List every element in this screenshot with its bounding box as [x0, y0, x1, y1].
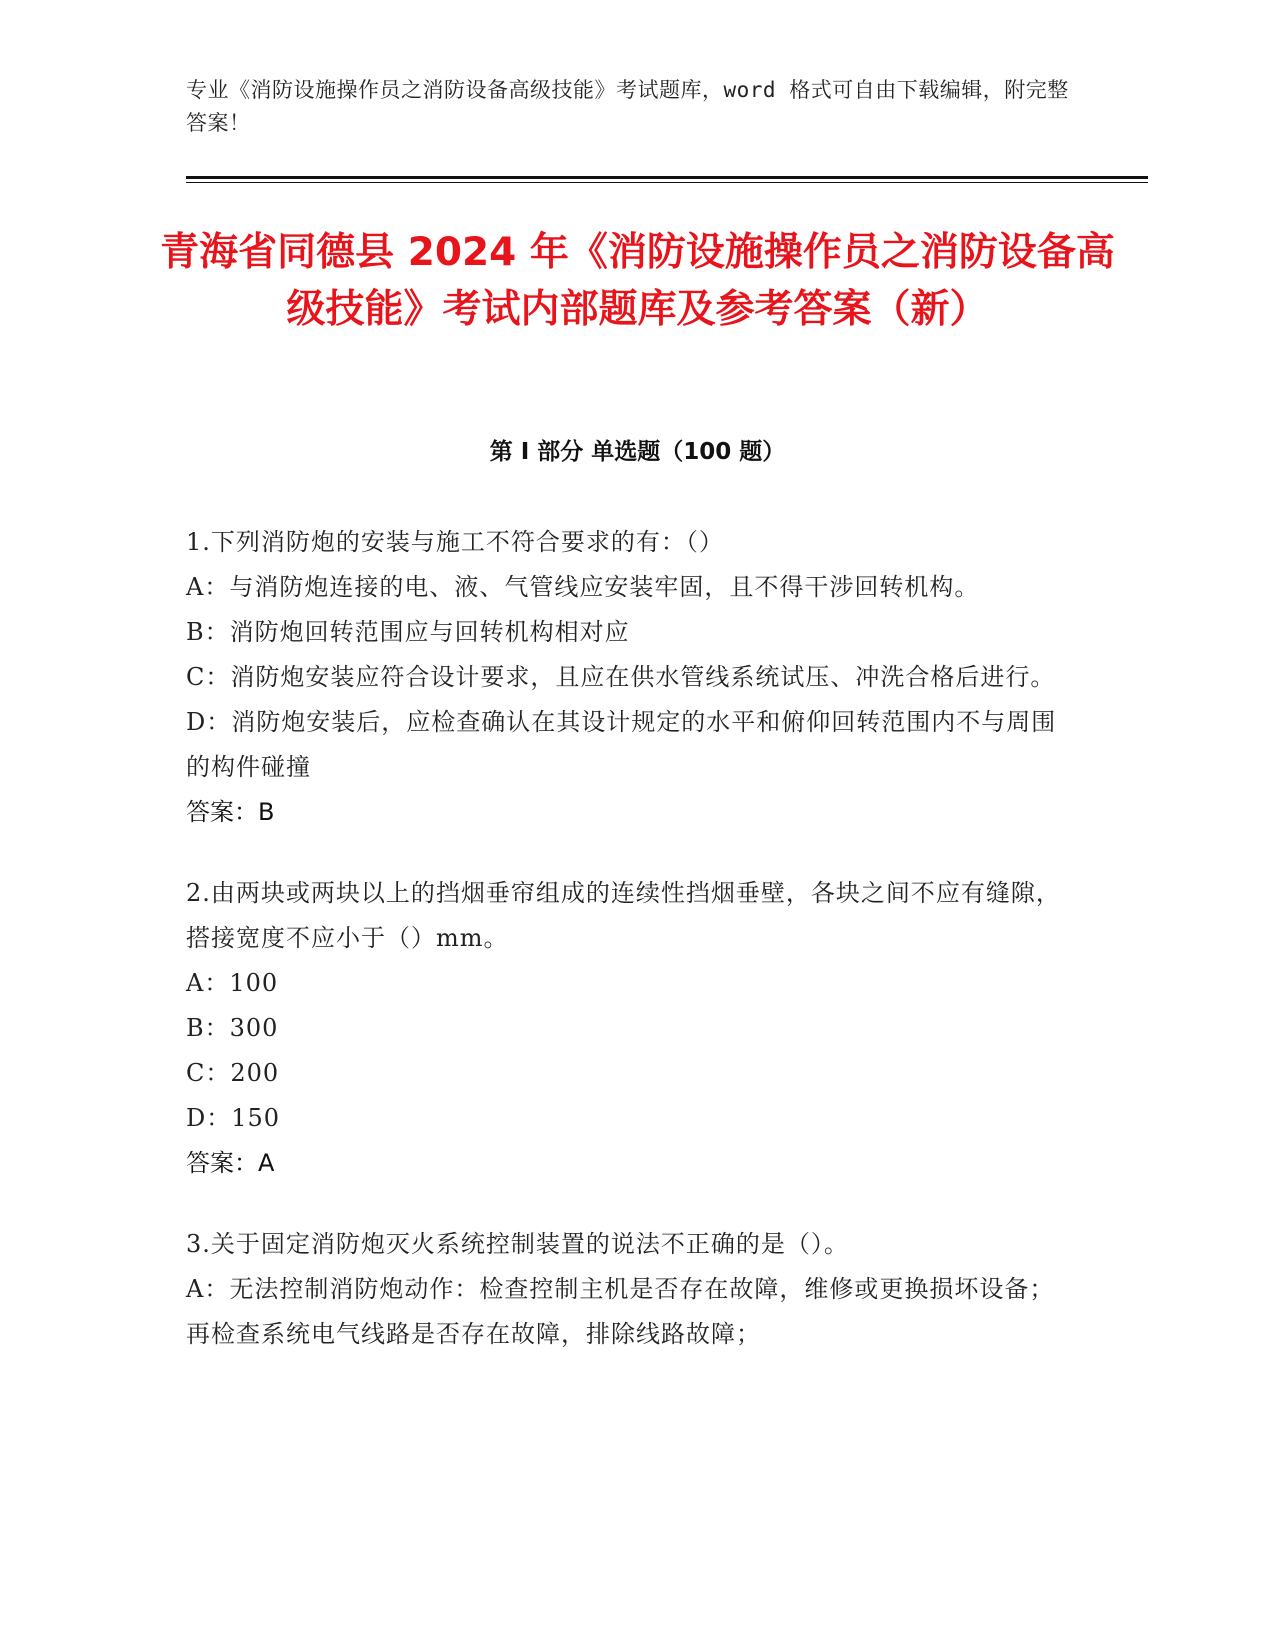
- document-title: 青海省同德县 2024 年《消防设施操作员之消防设备高级技能》考试内部题库及参考答案（新）: [160, 230, 1115, 332]
- option-d: D：150: [186, 1104, 281, 1132]
- option-b: B：300: [186, 1014, 279, 1042]
- header-rule-thin: [186, 182, 1148, 183]
- option-c: C：消防炮安装应符合设计要求，且应在供水管线系统试压、冲洗合格后进行。: [186, 663, 1056, 691]
- option-c: C：200: [186, 1059, 280, 1087]
- section-title: 第 I 部分 单选题（100 题）: [489, 439, 786, 465]
- header-rule-thick: [186, 176, 1148, 179]
- option-a: A：与消防炮连接的电、液、气管线应安装牢固，且不得干涉回转机构。: [186, 573, 980, 601]
- question-1: [186, 520, 1076, 835]
- option-b: B：消防炮回转范围应与回转机构相对应: [186, 618, 630, 646]
- question-stem: 1.下列消防炮的安装与施工不符合要求的有：（）: [186, 528, 724, 556]
- question-list: [186, 520, 1076, 1393]
- answer: 答案：B: [186, 798, 275, 826]
- option-a: A：100: [186, 969, 279, 997]
- question-3: [186, 1222, 1076, 1357]
- question-stem: 2.由两块或两块以上的挡烟垂帘组成的连续性挡烟垂壁，各块之间不应有缝隙，搭接宽度不应小于（）mm。: [186, 879, 1061, 952]
- option-d: D：消防炮安装后，应检查确认在其设计规定的水平和俯仰回转范围内不与周围的构件碰撞: [186, 708, 1057, 781]
- answer: 答案：A: [186, 1149, 275, 1177]
- option-a: A：无法控制消防炮动作：检查控制主机是否存在故障，维修或更换损坏设备；再检查系统电气线路是否存在故障，排除线路故障；: [186, 1275, 1055, 1348]
- question-stem: 3.关于固定消防炮灭火系统控制装置的说法不正确的是（）。: [186, 1230, 849, 1258]
- header-note: 专业《消防设施操作员之消防设备高级技能》考试题库，word 格式可自由下载编辑，附完整答案！: [186, 78, 1069, 135]
- question-2: [186, 871, 1076, 1186]
